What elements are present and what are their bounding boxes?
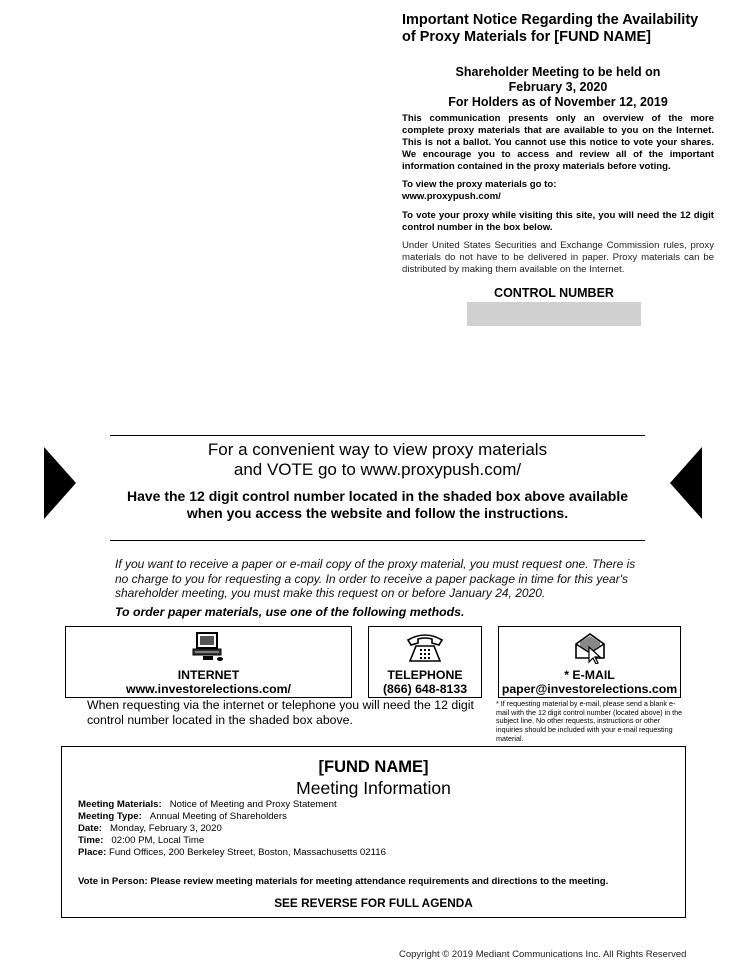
email-method-box — [498, 626, 681, 698]
request-line3: shareholder meeting, you must make this request on or before January 24, 2020. — [115, 586, 546, 601]
notice-title-line2: of Proxy Materials for [FUND NAME] — [402, 29, 651, 45]
request-control-note — [87, 698, 483, 728]
internet-url[interactable]: www.investorelections.com/ — [126, 682, 291, 696]
see-reverse-note: SEE REVERSE FOR FULL AGENDA — [274, 896, 473, 910]
banner-top-rule — [110, 435, 645, 436]
request-line1: If you want to receive a paper or e-mail copy of the proxy material, you must request one. There is — [115, 557, 636, 571]
vote-in-person-note: Vote in Person: Please review meeting materials for meeting attendance requirements and directions to the meeting. — [78, 876, 609, 887]
computer-icon — [191, 631, 225, 668]
meeting-information-title: Meeting Information — [296, 778, 451, 798]
meeting-type-label: Meeting Type: — [78, 811, 142, 822]
banner-line1: For a convenient way to view proxy materials — [207, 440, 548, 459]
meeting-date-block — [402, 65, 714, 110]
meeting-date-value: Monday, February 3, 2020 — [110, 823, 222, 834]
arrow-left-pointing-icon — [670, 447, 702, 519]
meeting-materials-value: Notice of Meeting and Proxy Statement — [169, 799, 337, 810]
meeting-line1: Shareholder Meeting to be held on — [455, 65, 661, 79]
banner-have-line2: when you access the website and follow the instructions. — [186, 505, 569, 521]
meeting-time-value: 02:00 PM, Local Time — [111, 835, 205, 846]
meeting-date-label: Date: — [78, 823, 102, 834]
meeting-place-row — [78, 847, 386, 859]
banner-bottom-rule — [110, 540, 645, 541]
email-label: * E-MAIL — [564, 668, 615, 682]
when-line2: control number located in the shaded box above. — [87, 713, 353, 727]
control-number-label: CONTROL NUMBER — [494, 286, 614, 300]
banner-line2: and VOTE go to www.proxypush.com/ — [233, 460, 522, 479]
banner-instructions — [110, 488, 645, 522]
vote-info-paragraph: To vote your proxy while visiting this site, you will need the 12 digit control number in the box below. — [402, 210, 714, 233]
meeting-materials-label: Meeting Materials: — [78, 799, 162, 810]
meeting-line3: For Holders as of November 12, 2019 — [448, 95, 668, 109]
email-footnote: * If requesting material by e-mail, please send a blank e-mail with the 12 digit control number (located above) in the subject line. No other requests, instructions or other inquiries should be included with your e-mail requesting material. — [496, 699, 683, 743]
telephone-icon — [406, 632, 444, 669]
sec-rules-paragraph: Under United States Securities and Exchange Commission rules, proxy materials do not have to be delivered in paper. Proxy materials can be distributed by making them available on the Internet. — [402, 240, 714, 275]
request-line2: no charge to you for requesting a copy. In order to receive a paper package in time for this year's — [115, 571, 629, 586]
meeting-time-row — [78, 835, 204, 847]
meeting-place-label: Place: — [78, 847, 107, 858]
telephone-label: TELEPHONE — [387, 668, 463, 682]
meeting-type-value: Annual Meeting of Shareholders — [149, 811, 287, 822]
telephone-method-box — [368, 626, 482, 698]
order-methods-heading: To order paper materials, use one of the following methods. — [115, 605, 465, 619]
notice-title — [402, 12, 722, 46]
request-paragraph — [115, 557, 643, 601]
envelope-icon — [574, 632, 606, 669]
meeting-date-row — [78, 823, 222, 835]
fund-name: [FUND NAME] — [318, 758, 429, 776]
view-label: To view the proxy materials go to: — [402, 179, 557, 190]
notice-title-line1: Important Notice Regarding the Availability — [402, 12, 699, 28]
when-line1: When requesting via the internet or telephone you will need the 12 digit — [87, 698, 474, 712]
overview-paragraph: This communication presents only an overview of the more complete proxy materials that are available to you on the Internet. This is not a ballot. You cannot use this notice to vote your shares. We encourage you to access and review all of the important information contained in the proxy materials before voting. — [402, 113, 714, 172]
copyright-footer: Copyright © 2019 Mediant Communications Inc. All Rights Reserved — [399, 949, 687, 960]
control-number-box — [467, 302, 641, 326]
email-address[interactable]: paper@investorelections.com — [501, 682, 678, 696]
meeting-time-label: Time: — [78, 835, 104, 846]
meeting-type-row — [78, 811, 287, 823]
banner-have-line1: Have the 12 digit control number located in the shaded box above available — [126, 488, 628, 504]
meeting-place-value: Fund Offices, 200 Berkeley Street, Boston, Massachusetts 02116 — [108, 847, 386, 858]
view-materials-block — [402, 179, 714, 203]
meeting-materials-row — [78, 799, 337, 811]
arrow-right-pointing-icon — [44, 447, 76, 519]
banner-headline — [110, 440, 645, 480]
meeting-line2: February 3, 2020 — [508, 80, 608, 94]
internet-method-box — [65, 626, 352, 698]
view-url[interactable]: www.proxypush.com/ — [402, 191, 501, 202]
internet-label: INTERNET — [177, 668, 240, 682]
telephone-number[interactable]: (866) 648-8133 — [382, 682, 468, 696]
